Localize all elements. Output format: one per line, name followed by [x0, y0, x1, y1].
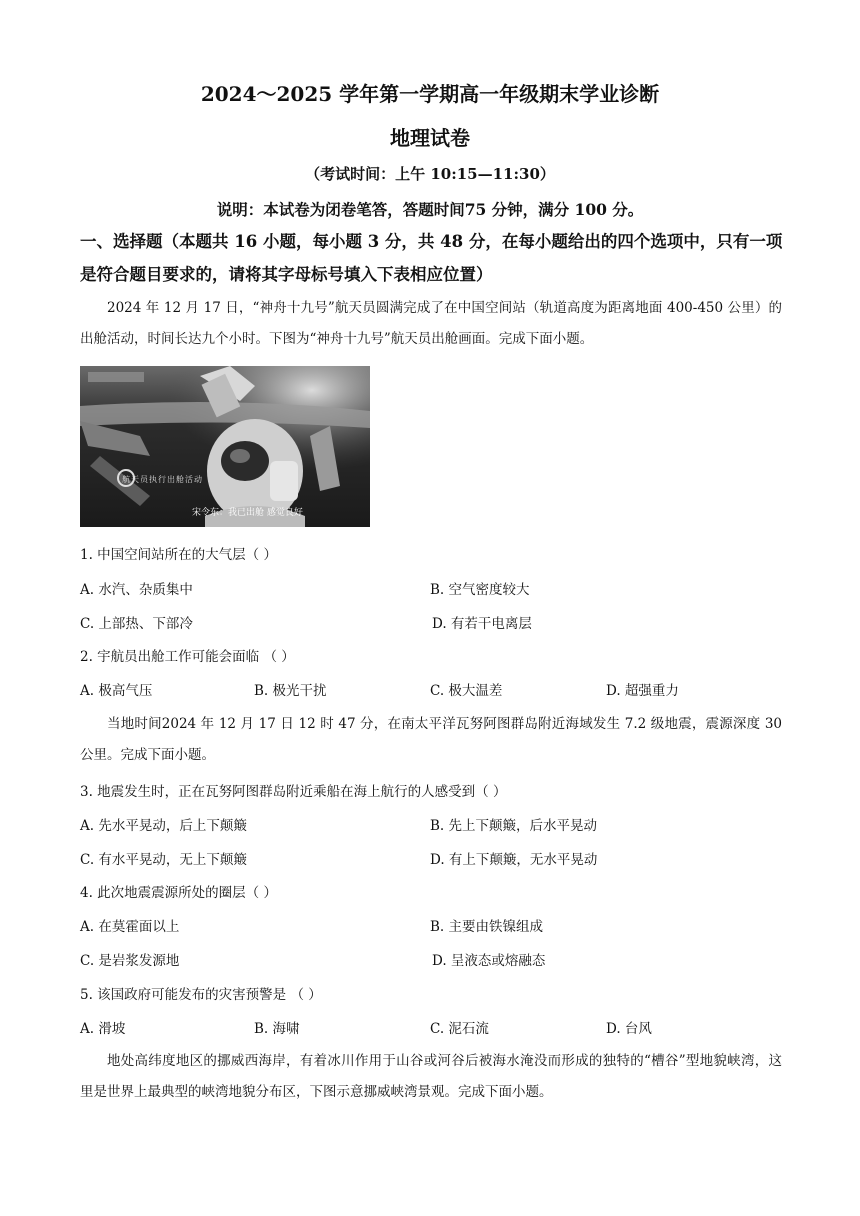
- q3-option-d[interactable]: D. 有上下颠簸，无水平晃动: [430, 852, 598, 868]
- q2-option-b[interactable]: B. 极光干扰: [254, 683, 327, 699]
- q3-option-a[interactable]: A. 先水平晃动，后上下颠簸: [80, 818, 247, 834]
- q3-option-c[interactable]: C. 有水平晃动，无上下颠簸: [80, 852, 247, 868]
- q4-option-c[interactable]: C. 是岩浆发源地: [80, 953, 180, 969]
- photo-caption-bottom: 宋令东：我已出舱 感觉良好: [192, 508, 303, 518]
- q5-option-b[interactable]: B. 海啸: [254, 1021, 300, 1037]
- astronaut-spacewalk-photo: [80, 366, 370, 527]
- subject-title: 地理试卷: [390, 126, 470, 150]
- exam-title: 2024～2025 学年第一学期高一年级期末学业诊断: [200, 82, 660, 106]
- q3-option-b[interactable]: B. 先上下颠簸，后水平晃动: [430, 818, 598, 834]
- passage-spacewalk: 2024 年 12 月 17 日，“神舟十九号”航天员圆满完成了在中国空间站（轨道高度为距离地面 400-450 公里）的出舱活动，时间长达九个小时。下图为“神舟十九号”航天员出舱画面。完成下面小题。: [80, 300, 782, 347]
- q2-option-a[interactable]: A. 极高气压: [80, 683, 153, 699]
- passage-fjord: 地处高纬度地区的挪威西海岸，有着冰川作用于山谷或河谷后被海水淹没而形成的独特的“槽谷”型地貌峡湾，这里是世界上最典型的峡湾地貌分布区，下图示意挪威峡湾景观。完成下面小题。: [80, 1053, 782, 1100]
- passage-earthquake: 当地时间2024 年 12 月 17 日 12 时 47 分，在南太平洋瓦努阿图群岛附近海域发生 7.2 级地震，震源深度 30 公里。完成下面小题。: [80, 716, 782, 763]
- q1-option-b[interactable]: B. 空气密度较大: [430, 582, 530, 598]
- question-5: 5. 该国政府可能发布的灾害预警是 （ ）: [80, 987, 322, 1003]
- photo-caption-top: 航天员执行出舱活动: [122, 475, 203, 484]
- exam-time: （考试时间：上午 10:15—11:30）: [305, 165, 555, 183]
- q2-option-c[interactable]: C. 极大温差: [430, 683, 503, 699]
- q1-option-a[interactable]: A. 水汽、杂质集中: [80, 582, 193, 598]
- question-4: 4. 此次地震震源所处的圈层（ ）: [80, 885, 277, 901]
- question-2: 2. 宇航员出舱工作可能会面临 （ ）: [80, 649, 295, 665]
- q4-option-a[interactable]: A. 在莫霍面以上: [80, 919, 180, 935]
- q1-option-d[interactable]: D. 有若干电离层: [432, 616, 532, 632]
- q1-option-c[interactable]: C. 上部热、下部冷: [80, 616, 193, 632]
- q2-option-d[interactable]: D. 超强重力: [606, 683, 679, 699]
- photo-illustration: [80, 366, 370, 527]
- exam-instructions: 说明：本试卷为闭卷笔答，答题时间75 分钟，满分 100 分。: [216, 200, 644, 219]
- q4-option-b[interactable]: B. 主要由铁镍组成: [430, 919, 544, 935]
- question-3: 3. 地震发生时，正在瓦努阿图群岛附近乘船在海上航行的人感受到（ ）: [80, 784, 507, 800]
- question-1: 1. 中国空间站所在的大气层（ ）: [80, 547, 277, 563]
- q5-option-d[interactable]: D. 台风: [606, 1021, 652, 1037]
- q4-option-d[interactable]: D. 呈液态或熔融态: [432, 953, 546, 969]
- q5-option-c[interactable]: C. 泥石流: [430, 1021, 489, 1037]
- section-heading: 一、选择题（本题共 16 小题，每小题 3 分，共 48 分，在每小题给出的四个选项中，只有一项是符合题目要求的，请将其字母标号填入下表相应位置）: [80, 232, 783, 284]
- q5-option-a[interactable]: A. 滑坡: [80, 1021, 126, 1037]
